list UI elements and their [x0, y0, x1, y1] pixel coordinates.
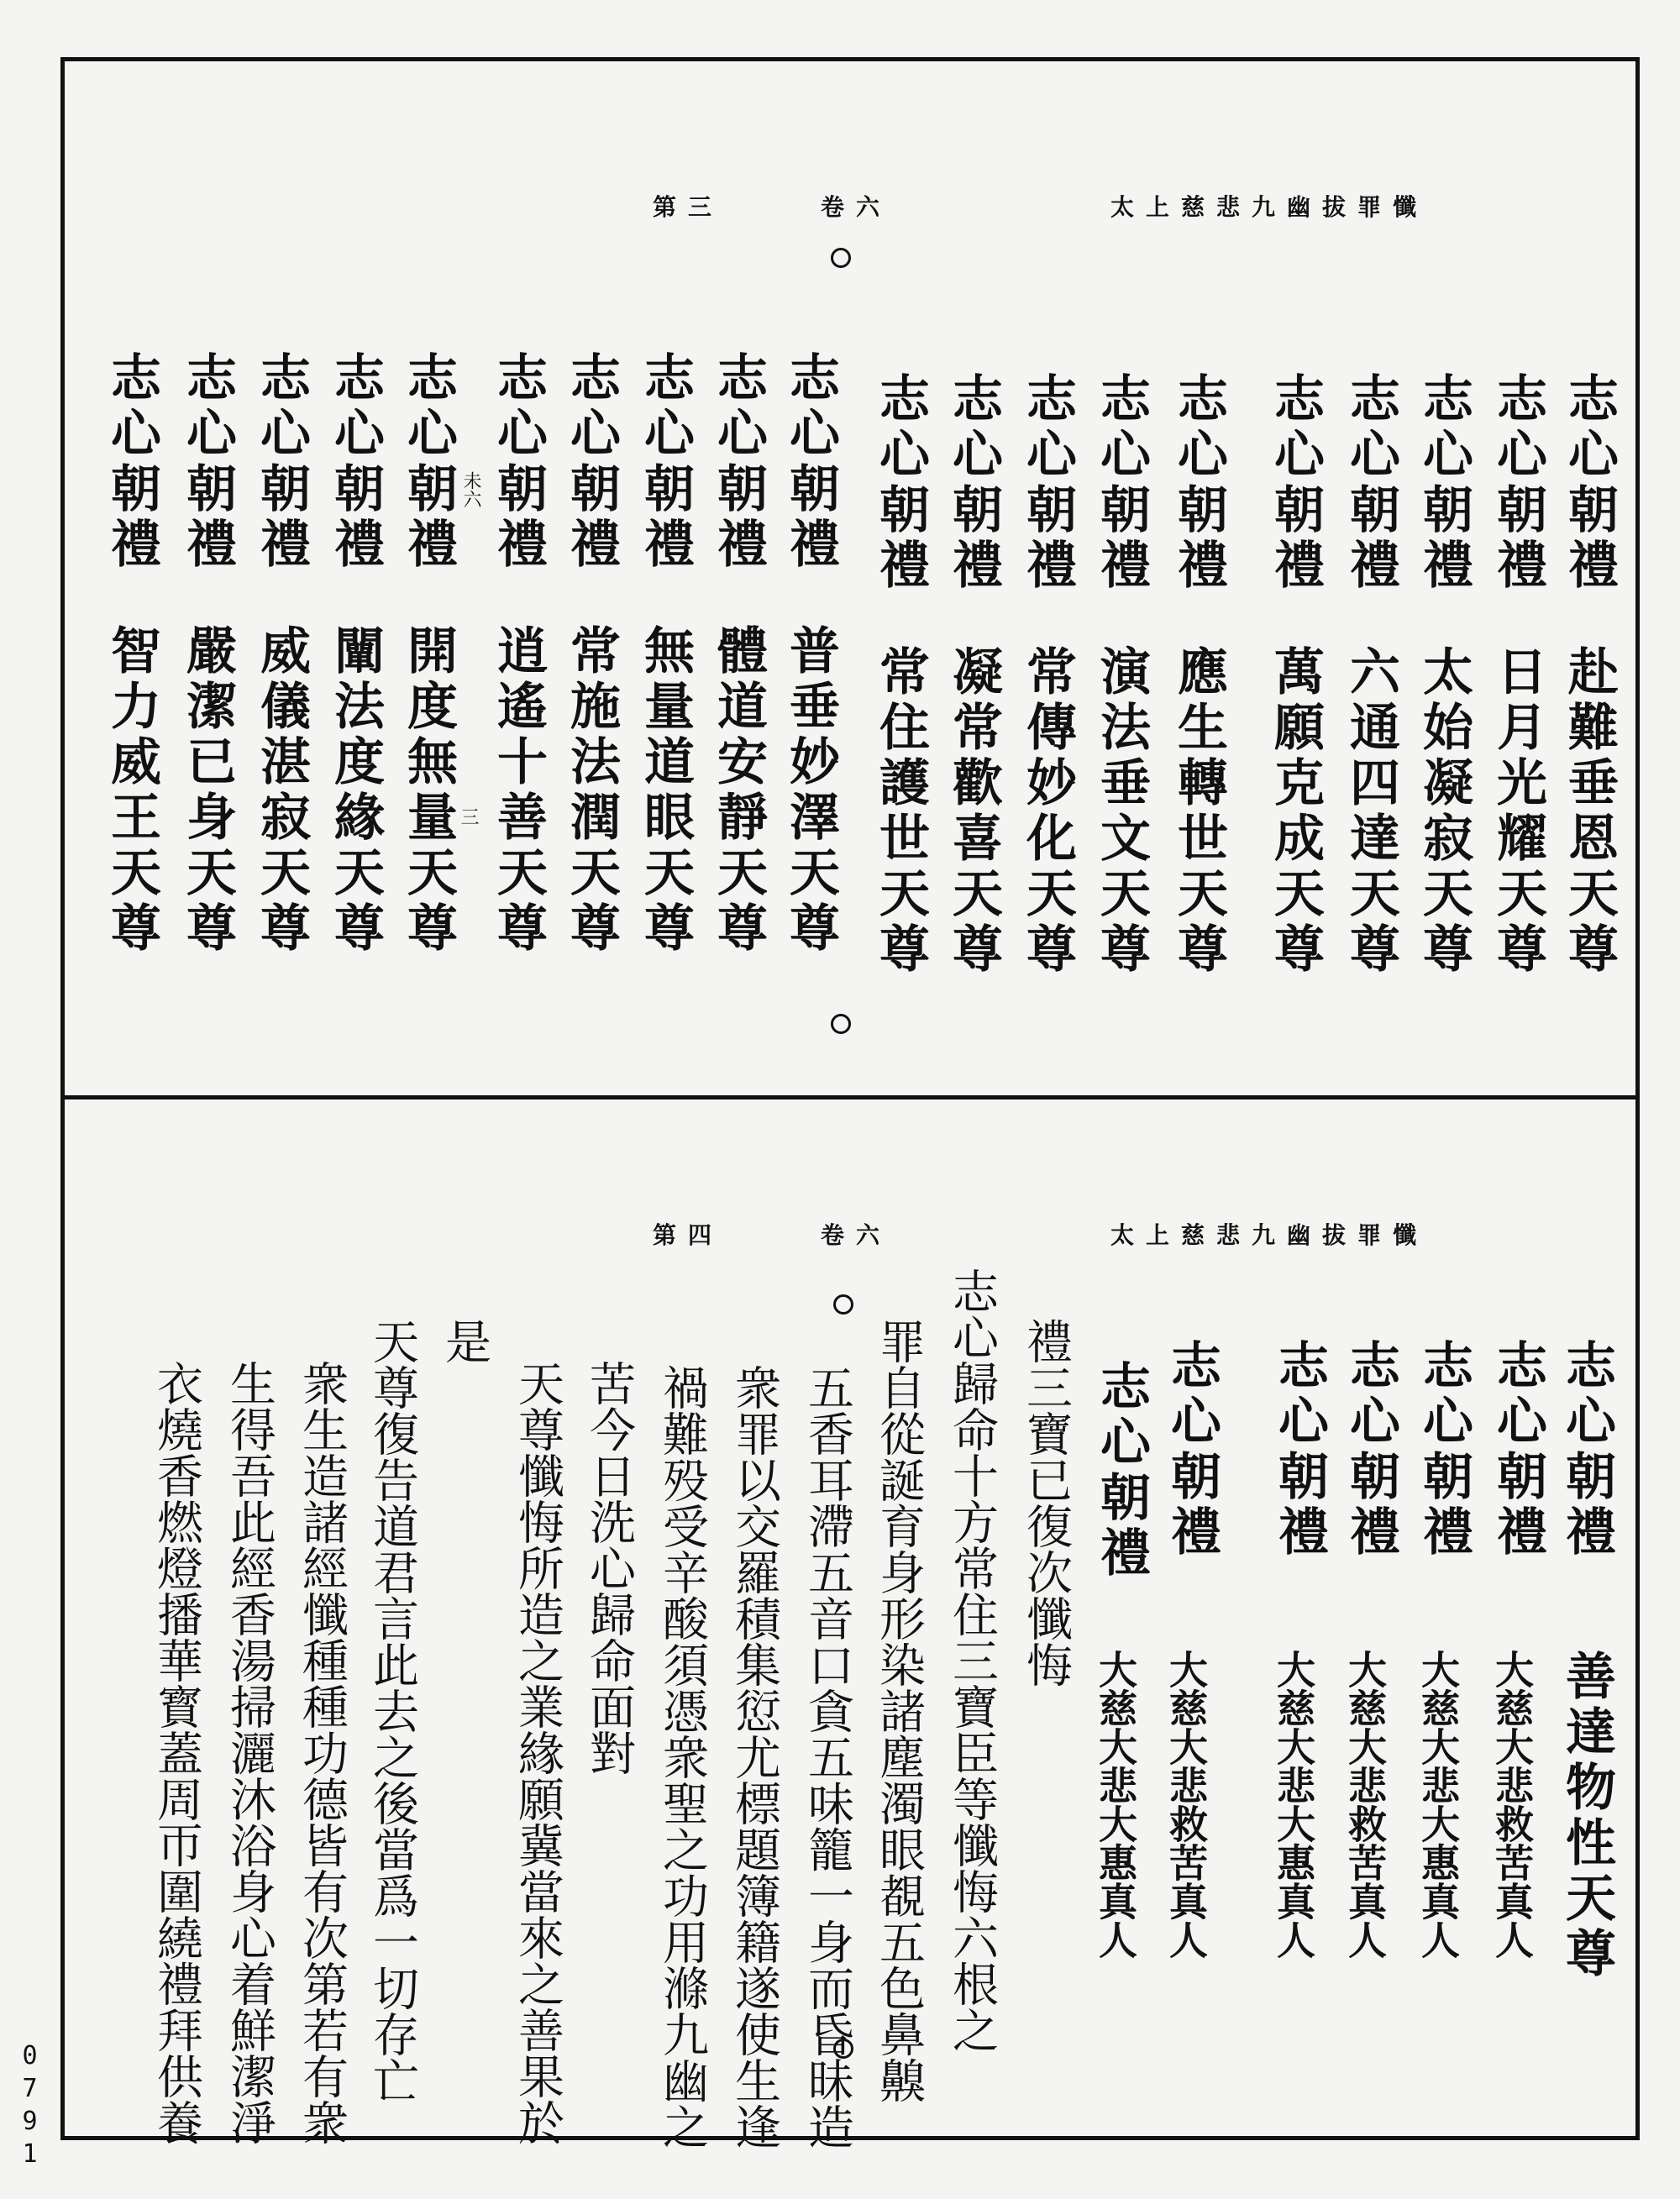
deity-name: 演法垂文天尊	[1092, 645, 1151, 978]
invocation-text: 志心朝禮	[944, 372, 1003, 594]
invocation-text: 志心朝禮	[1266, 372, 1325, 594]
top-header-page: 第三	[653, 193, 724, 221]
invocation-text: 志心朝禮	[1560, 372, 1619, 594]
invocation-text: 志心朝禮	[1341, 372, 1400, 594]
deity-name: 太始凝寂天尊	[1415, 645, 1473, 978]
bottom-header-volume: 卷六	[821, 1221, 892, 1249]
deity-name: 常傳妙化天尊	[1018, 645, 1077, 978]
invocation-text: 志心朝禮	[1341, 1339, 1400, 1561]
prose-line: 苦今日洗心歸命面對	[582, 1360, 636, 1776]
deity-name: 闡法度緣天尊	[326, 624, 385, 957]
circle-mark-icon	[833, 1294, 853, 1315]
marginal-note: 未六	[460, 471, 481, 508]
deity-name: 善達物性天尊	[1557, 1650, 1616, 1982]
invocation-text: 志心朝禮	[562, 351, 621, 573]
deity-name: 大慈大悲救苦真人	[1489, 1650, 1535, 1959]
page-number: 0791	[15, 2041, 45, 2172]
prose-line: 禮三寶已復次懺悔	[1019, 1318, 1073, 1687]
invocation-text: 志心朝禮	[489, 351, 548, 573]
invocation-text: 志心朝禮	[178, 351, 237, 573]
circle-mark-icon	[831, 1014, 851, 1034]
invocation-text: 志心朝禮	[709, 351, 768, 573]
deity-name: 常施法潤天尊	[562, 624, 621, 957]
prose-line: 罪自從誕育身形染諸塵濁眼覩五色鼻齅	[872, 1318, 926, 2103]
deity-name: 智力威王天尊	[102, 624, 161, 957]
invocation-text: 志心朝禮	[1557, 1339, 1616, 1561]
top-header-title: 太上慈悲九幽拔罪懺	[1110, 193, 1429, 221]
invocation-text: 志心朝禮	[636, 351, 695, 573]
deity-name: 大慈大悲大惠真人	[1415, 1650, 1461, 1959]
invocation-text: 志心朝禮	[1169, 372, 1228, 594]
invocation-text: 志心朝禮	[781, 351, 840, 573]
deity-name: 日月光耀天尊	[1488, 645, 1547, 978]
circle-mark-icon	[831, 248, 851, 268]
invocation-text: 志心朝禮	[1018, 372, 1077, 594]
invocation-text: 志心朝禮	[102, 351, 161, 573]
invocation-text: 志心朝禮	[399, 351, 458, 573]
bottom-header-title: 太上慈悲九幽拔罪懺	[1110, 1221, 1429, 1249]
deity-name: 大慈大悲救苦真人	[1163, 1650, 1209, 1959]
invocation-text: 志心朝禮	[1488, 1339, 1547, 1561]
deity-name: 嚴潔已身天尊	[178, 624, 237, 957]
invocation-text: 志心朝禮	[1270, 1339, 1329, 1561]
prose-line: 衆罪以交羅積集愆尤標題簿籍遂使生逢	[727, 1364, 781, 2149]
deity-name: 大慈大悲救苦真人	[1342, 1650, 1388, 1959]
deity-name: 大慈大悲大惠真人	[1271, 1650, 1316, 1959]
invocation-text: 志心朝禮	[871, 372, 930, 594]
prose-line: 是	[438, 1318, 491, 1364]
deity-name: 大慈大悲大惠真人	[1093, 1650, 1138, 1959]
prose-line: 生得吾此經香湯掃灑沐浴身心着鮮潔淨	[223, 1360, 276, 2145]
deity-name: 開度無量天尊	[399, 624, 458, 957]
invocation-text: 志心朝禮	[1092, 372, 1151, 594]
invocation-text: 志心朝禮	[1488, 372, 1547, 594]
deity-name: 無量道眼天尊	[636, 624, 695, 957]
prose-line: 天尊復告道君言此去之後當爲一切存亡	[365, 1318, 419, 2103]
invocation-text: 志心朝禮	[1163, 1339, 1221, 1561]
bottom-panel	[65, 1100, 1635, 2149]
deity-name: 常住護世天尊	[871, 645, 930, 978]
deity-name: 六通四達天尊	[1341, 645, 1400, 978]
deity-name: 普垂妙澤天尊	[781, 624, 840, 957]
deity-name: 威儀湛寂天尊	[252, 624, 311, 957]
invocation-text: 志心朝禮	[252, 351, 311, 573]
prose-line: 衣燒香燃燈播華寳蓋周帀圍繞禮拜供養	[150, 1360, 203, 2145]
deity-name: 逍遙十善天尊	[489, 624, 548, 957]
prose-line: 禍難殁受辛酸須憑衆聖之功用滌九幽之	[655, 1364, 709, 2149]
bottom-header-page: 第四	[653, 1221, 724, 1249]
prose-line: 志心歸命十方常住三寶臣等懺悔六根之	[945, 1267, 999, 2053]
deity-name: 凝常歡喜天尊	[944, 645, 1003, 978]
invocation-text: 志心朝禮	[1415, 1339, 1473, 1561]
top-panel	[65, 61, 1635, 1095]
marginal-note: 三	[458, 807, 479, 826]
invocation-text: 志心朝禮	[1092, 1360, 1151, 1582]
deity-name: 體道安靜天尊	[709, 624, 768, 957]
deity-name: 萬願克成天尊	[1266, 645, 1325, 978]
top-header-volume: 卷六	[821, 193, 892, 221]
deity-name: 赴難垂恩天尊	[1560, 645, 1619, 978]
deity-name: 應生轉世天尊	[1169, 645, 1228, 978]
invocation-text: 志心朝禮	[326, 351, 385, 573]
prose-line: 天尊懺悔所造之業緣願冀當來之善果於	[511, 1360, 564, 2145]
prose-line: 衆生造諸經懺種種功德皆有次第若有衆	[295, 1360, 349, 2145]
invocation-text: 志心朝禮	[1415, 372, 1473, 594]
prose-line: 五香耳滯五音口貪五味籠一身而昏昧造	[801, 1364, 854, 2149]
